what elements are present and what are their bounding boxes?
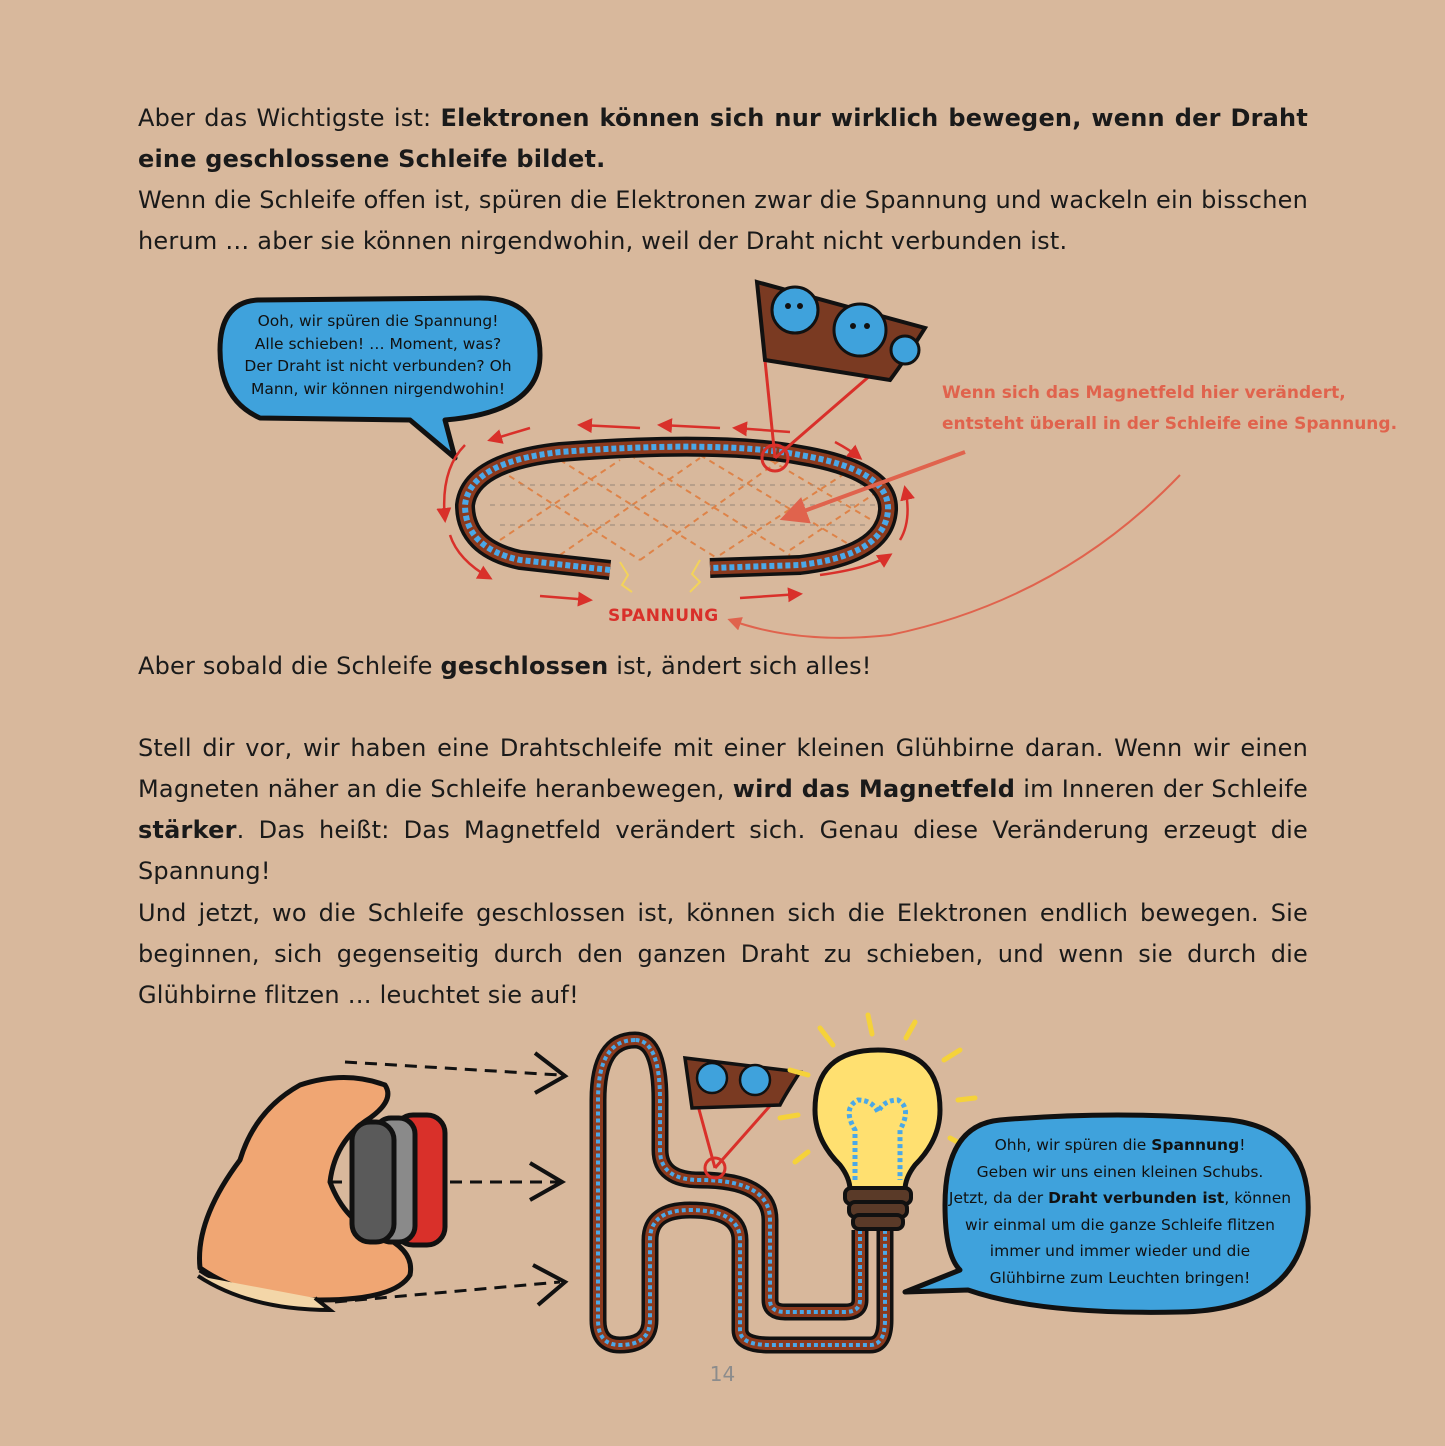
magnetic-field-annotation: Wenn sich das Magnetfeld hier verändert, entsteht überall in der Schleife eine Spannung. (942, 383, 1398, 434)
paragraph-closed-loop (138, 98, 1308, 262)
magnetic-field-lines (500, 455, 880, 560)
paragraph-bulb-lights: Und jetzt, wo die Schleife geschlossen ist, können sich die Elektronen endlich bewegen. Sie beginnen, sich gegenseitig durch den ganzen Draht zu schieben, und wenn sie durch die Glühbirne flitzen … leuchtet sie auf! (138, 899, 1308, 1009)
p1-intro: Aber das Wichtigste ist: (138, 104, 441, 132)
open-loop-figure (0, 270, 1445, 630)
paragraph-loop-closed: Aber sobald die Schleife geschlossen ist, ändert sich alles! (138, 652, 872, 680)
page-number: 14 (709, 1362, 736, 1386)
p1-bold: Elektronen können sich nur wirklich bewegen, wenn der Draht eine geschlossene Schleife bildet. (138, 104, 1308, 173)
bubble-2-text: Ohh, wir spüren die Spannung! Geben wir uns einen kleinen Schubs. Jetzt, da der Draht verbunden ist, können wir einmal um die ganze Schleife flitzen immer und immer wieder und die Glühbirne zum Leuchten bringen! (948, 1136, 1292, 1287)
voltage-label: SPANNUNG (608, 606, 719, 626)
magnet-icon (352, 1115, 445, 1245)
spark-icon (620, 560, 700, 592)
bubble-1-text: Ooh, wir spüren die Spannung! Alle schieben! … Moment, was? Der Draht ist nicht verbunden? Oh Mann, wir können nirgendwohin! (244, 312, 512, 398)
paragraph-magnet: Stell dir vor, wir haben eine Drahtschleife mit einer kleinen Glühbirne daran. Wenn wir einen Magneten näher an die Schleife heranbewegen, wird das Magnetfeld im Inneren der Schleife stärker. Das heißt: Das Magnetfeld verändert sich. Genau diese Veränderung erzeugt die Spannung! (138, 734, 1308, 885)
p1-line2: Wenn die Schleife offen ist, spüren die Elektronen zwar die Spannung und wackeln ein bisschen herum … aber sie können nirgendwohin, weil der Draht nicht verbunden ist. (138, 186, 1308, 255)
